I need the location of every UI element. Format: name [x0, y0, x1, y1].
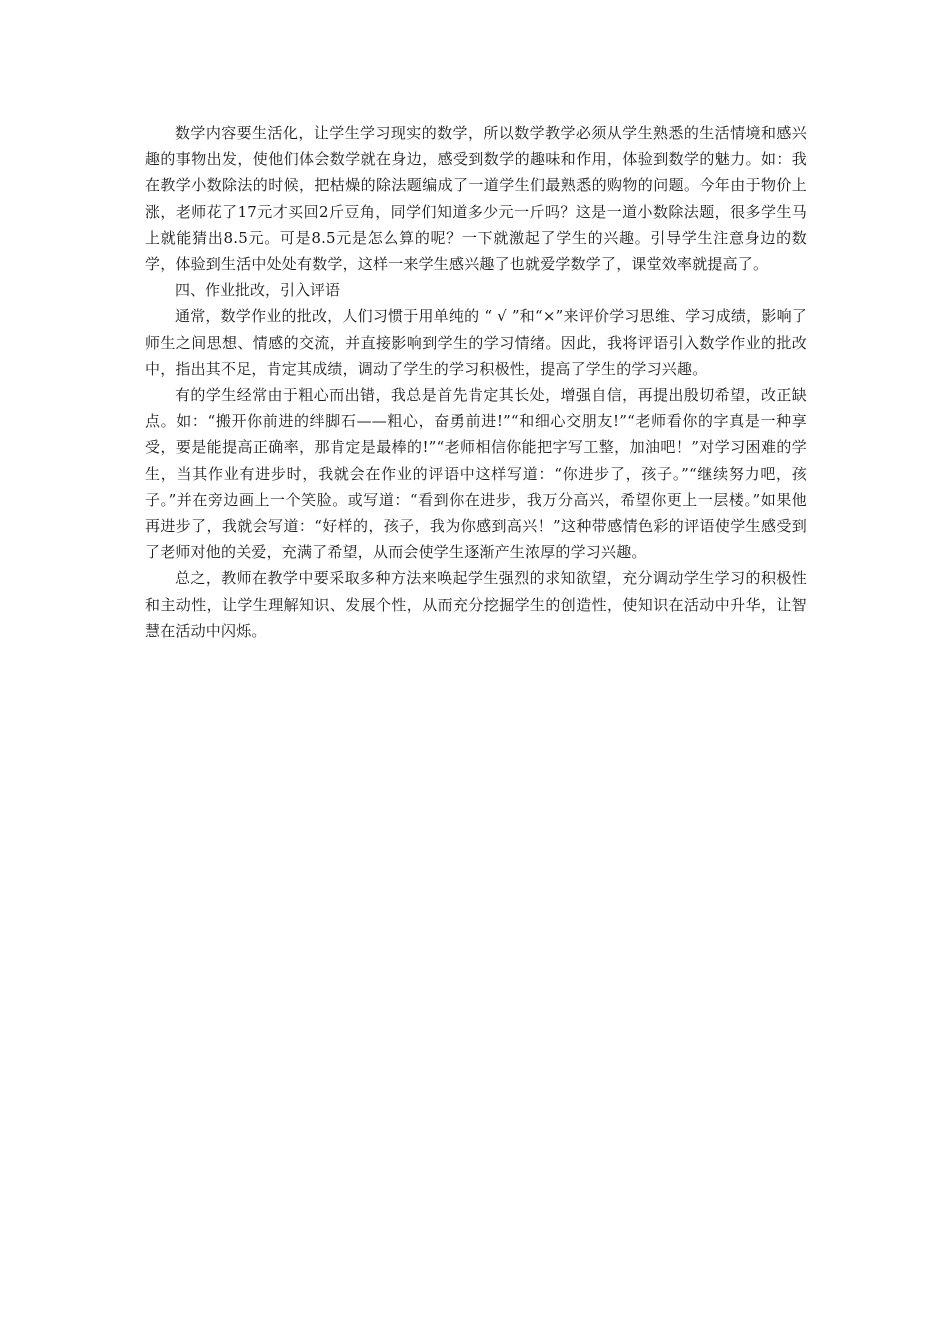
paragraph-conclusion: 总之，教师在教学中要采取多种方法来唤起学生强烈的求知欲望，充分调动学生学习的积极性和主动性，让学生理解知识、发展个性，从而充分挖掘学生的创造性，使知识在活动中升华，让智慧在活动中闪烁。	[145, 569, 807, 640]
document-page	[145, 120, 807, 644]
paragraph-life-math: 数学内容要生活化，让学生学习现实的数学，所以数学教学必须从学生熟悉的生活情境和感兴趣的事物出发，使他们体会数学就在身边，感受到数学的趣味和作用，体验到数学的魅力。如：我在教学小数除法的时候，把枯燥的除法题编成了一道学生们最熟悉的购物的问题。今年由于物价上涨，老师花了17元才买回2斤豆角，同学们知道多少元一斤吗？这是一道小数除法题，很多学生马上就能猜出8.5元。可是8.5元是怎么算的呢？一下就激起了学生的兴趣。引导学生注意身边的数学，体验到生活中处处有数学，这样一来学生感兴趣了也就爱学数学了，课堂效率就提高了。	[145, 124, 807, 274]
paragraph-comments: 有的学生经常由于粗心而出错，我总是首先肯定其长处，增强自信，再提出殷切希望，改正缺点。如：“搬开你前进的绊脚石——粗心，奋勇前进!”“和细心交朋友!”“老师看你的字真是一种享受，要是能提高正确率，那肯定是最棒的!”“老师相信你能把字写工整，加油吧！”对学习困难的学生，当其作业有进步时，我就会在作业的评语中这样写道：“你进步了，孩子。”“继续努力吧，孩子。”并在旁边画上一个笑脸。或写道：“看到你在进步，我万分高兴，希望你更上一层楼。”如果他再进步了，我就会写道：“好样的，孩子，我为你感到高兴！”这种带感情色彩的评语使学生感受到了老师对他的关爱，充满了希望，从而会使学生逐渐产生浓厚的学习兴趣。	[145, 386, 807, 562]
paragraph-grading: 通常，数学作业的批改，人们习惯于用单纯的 “ √ ”和“×”来评价学习思维、学习成绩，影响了师生之间思想、情感的交流，并直接影响到学生的学习情绪。因此，我将评语引入数学作业的批改中，指出其不足，肯定其成绩，调动了学生的学习积极性，提高了学生的学习兴趣。	[145, 307, 807, 378]
section-heading: 四、作业批改，引入评语	[175, 281, 341, 300]
